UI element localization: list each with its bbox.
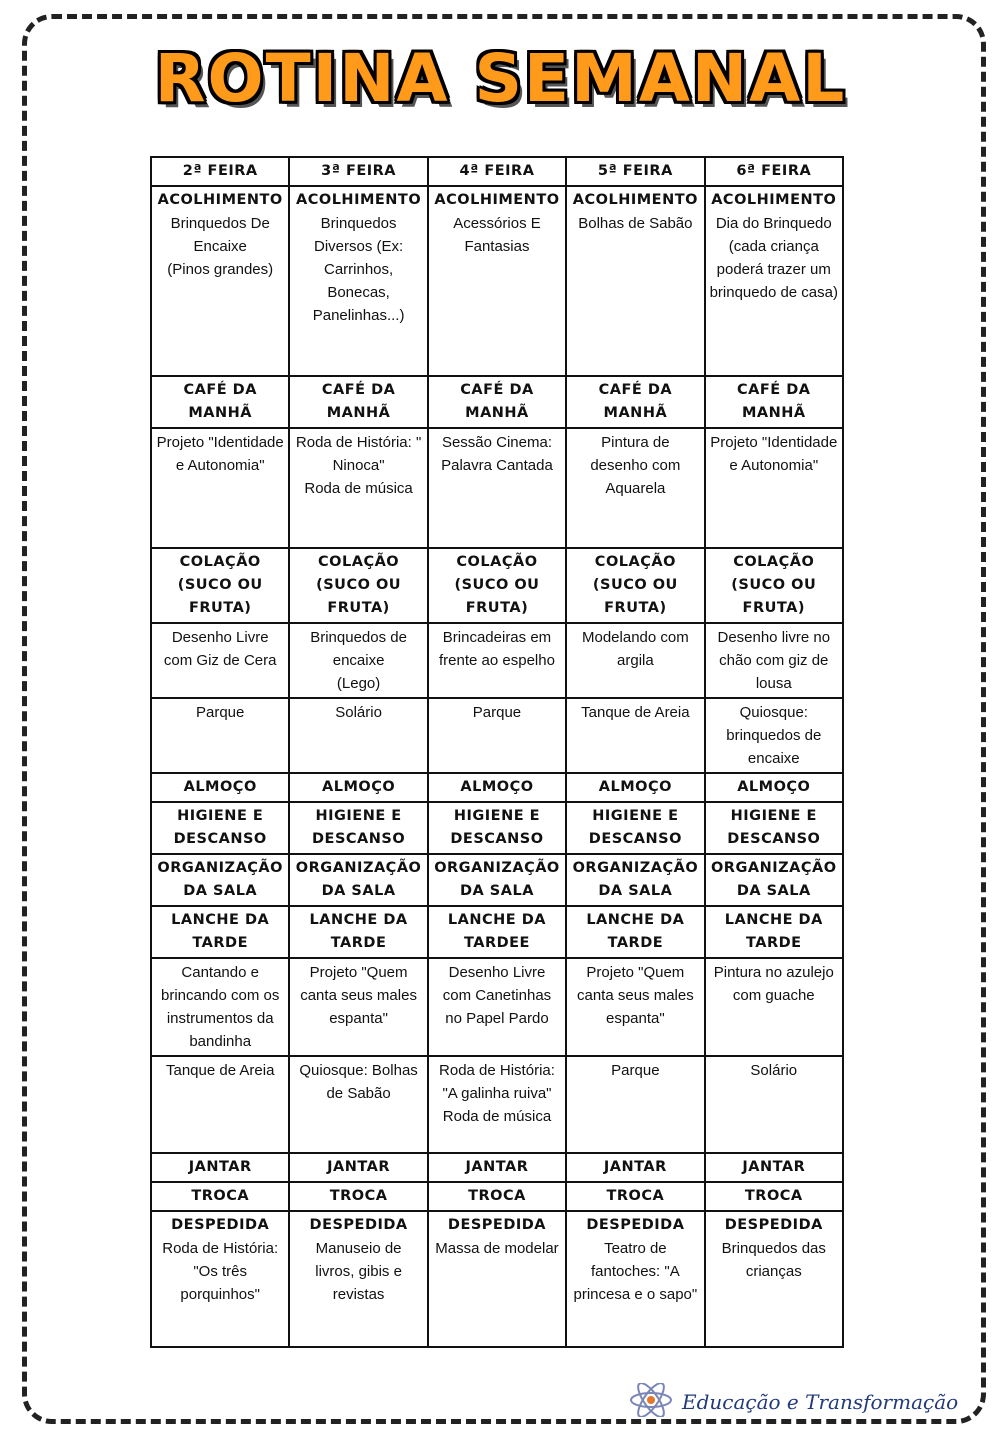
routine-label: DESPEDIDA xyxy=(447,1217,547,1233)
schedule-cell xyxy=(428,958,566,1056)
schedule-cell xyxy=(705,1182,843,1211)
activity-text: Projeto "Quem canta seus males espanta" xyxy=(577,964,694,1027)
schedule-cell xyxy=(151,376,289,428)
table-row xyxy=(151,773,843,802)
table-row xyxy=(151,1153,843,1182)
schedule-cell xyxy=(566,958,704,1056)
routine-label: COLAÇÃO (SUCO OU FRUTA) xyxy=(592,554,678,616)
routine-label: JANTAR xyxy=(465,1159,529,1175)
schedule-cell xyxy=(705,1056,843,1153)
schedule-cell xyxy=(566,1153,704,1182)
routine-label: LANCHE DA TARDE xyxy=(309,912,408,951)
schedule-cell xyxy=(566,802,704,854)
table-row xyxy=(151,428,843,548)
schedule-cell xyxy=(151,698,289,773)
schedule-cell xyxy=(289,1211,427,1347)
routine-label: ALMOÇO xyxy=(737,779,811,795)
routine-label: ORGANIZAÇÃO DA SALA xyxy=(295,860,422,899)
activity-text: Teatro de fantoches: "A princesa e o sapo" xyxy=(573,1240,698,1303)
activity-text: Roda de História: "A galinha ruiva" Roda de música xyxy=(439,1062,555,1125)
schedule-cell xyxy=(705,773,843,802)
activity-text: Projeto "Quem canta seus males espanta" xyxy=(300,964,417,1027)
routine-label: JANTAR xyxy=(742,1159,806,1175)
activity-text: Dia do Brinquedo (cada criança poderá trazer um brinquedo de casa) xyxy=(709,215,838,301)
schedule-cell xyxy=(428,1182,566,1211)
activity-text: Roda de História: " Ninoca" Roda de música xyxy=(295,434,422,497)
schedule-cell xyxy=(289,698,427,773)
schedule-cell xyxy=(705,906,843,958)
schedule-cell xyxy=(566,1211,704,1347)
schedule-cell xyxy=(151,186,289,376)
schedule-cell xyxy=(289,1153,427,1182)
schedule-cell xyxy=(428,1153,566,1182)
routine-label: ORGANIZAÇÃO DA SALA xyxy=(710,860,837,899)
schedule-cell xyxy=(705,1211,843,1347)
schedule-cell xyxy=(151,1056,289,1153)
schedule-cell xyxy=(428,1056,566,1153)
schedule-cell xyxy=(566,906,704,958)
schedule-cell xyxy=(705,958,843,1056)
routine-label: TROCA xyxy=(191,1188,250,1204)
table-row xyxy=(151,186,843,376)
schedule-cell xyxy=(289,854,427,906)
schedule-cell xyxy=(428,854,566,906)
schedule-cell xyxy=(428,906,566,958)
activity-text: Solário xyxy=(750,1062,798,1079)
schedule-cell xyxy=(428,802,566,854)
activity-text: Modelando com argila xyxy=(582,629,689,669)
schedule-cell xyxy=(428,428,566,548)
routine-label: HIGIENE E DESCANSO xyxy=(588,808,682,847)
schedule-cell xyxy=(151,854,289,906)
activity-text: Tanque de Areia xyxy=(581,704,690,721)
routine-label: ALMOÇO xyxy=(598,779,672,795)
activity-text: Brincadeiras em frente ao espelho xyxy=(439,629,555,669)
schedule-cell xyxy=(151,1211,289,1347)
schedule-cell xyxy=(289,548,427,623)
routine-label: TROCA xyxy=(329,1188,388,1204)
activity-text: Cantando e brincando com os instrumentos da bandinha xyxy=(160,964,280,1050)
activity-text: Parque xyxy=(611,1062,660,1079)
activity-text: Brinquedos Diversos (Ex: Carrinhos, Bonecas, Panelinhas...) xyxy=(312,215,405,324)
routine-label: ORGANIZAÇÃO DA SALA xyxy=(572,860,699,899)
schedule-cell xyxy=(566,186,704,376)
activity-text: Manuseio de livros, gibis e revistas xyxy=(315,1240,402,1303)
routine-label: HIGIENE E DESCANSO xyxy=(312,808,406,847)
day-header: 3ª FEIRA xyxy=(289,157,427,186)
routine-label: HIGIENE E DESCANSO xyxy=(173,808,267,847)
activity-text: Brinquedos de encaixe (Lego) xyxy=(310,629,407,692)
routine-label: CAFÉ DA MANHÃ xyxy=(183,382,257,421)
page-title: ROTINA SEMANAL xyxy=(154,40,847,117)
routine-label: ACOLHIMENTO xyxy=(434,192,560,208)
day-header: 6ª FEIRA xyxy=(705,157,843,186)
routine-label: ACOLHIMENTO xyxy=(157,192,283,208)
schedule-cell xyxy=(289,623,427,698)
routine-label: ACOLHIMENTO xyxy=(572,192,698,208)
schedule-cell xyxy=(289,773,427,802)
schedule-cell xyxy=(428,186,566,376)
routine-label: ORGANIZAÇÃO DA SALA xyxy=(434,860,560,899)
schedule-cell xyxy=(289,1182,427,1211)
routine-label: COLAÇÃO (SUCO OU FRUTA) xyxy=(731,554,817,616)
routine-body xyxy=(151,186,843,1347)
brand-name: Educação e Transformação xyxy=(682,1390,959,1414)
schedule-cell xyxy=(705,376,843,428)
activity-text: Quiosque: Bolhas de Sabão xyxy=(299,1062,418,1102)
schedule-cell xyxy=(705,623,843,698)
activity-text: Projeto "Identidade e Autonomia" xyxy=(710,434,838,474)
activity-text: Parque xyxy=(196,704,245,721)
routine-label: LANCHE DA TARDE xyxy=(586,912,685,951)
schedule-cell xyxy=(151,802,289,854)
routine-label: TROCA xyxy=(468,1188,526,1204)
schedule-cell xyxy=(428,773,566,802)
routine-label: ORGANIZAÇÃO DA SALA xyxy=(157,860,283,899)
routine-label: DESPEDIDA xyxy=(586,1217,685,1233)
routine-label: TROCA xyxy=(606,1188,665,1204)
schedule-cell xyxy=(566,1056,704,1153)
activity-text: Massa de modelar xyxy=(435,1240,559,1257)
schedule-cell xyxy=(566,773,704,802)
schedule-cell xyxy=(566,548,704,623)
routine-label: DESPEDIDA xyxy=(309,1217,408,1233)
schedule-cell xyxy=(705,428,843,548)
schedule-cell xyxy=(566,623,704,698)
schedule-cell xyxy=(705,186,843,376)
table-row xyxy=(151,1182,843,1211)
routine-label: ACOLHIMENTO xyxy=(296,192,422,208)
activity-text: Roda de História: "Os três porquinhos" xyxy=(162,1240,279,1303)
schedule-cell xyxy=(428,698,566,773)
activity-text: Bolhas de Sabão xyxy=(578,215,693,232)
weekly-routine-table xyxy=(150,156,844,1348)
schedule-cell xyxy=(705,698,843,773)
footer-logo xyxy=(628,1382,958,1422)
routine-label: ALMOÇO xyxy=(460,779,534,795)
schedule-cell xyxy=(566,1182,704,1211)
routine-label: CAFÉ DA MANHÃ xyxy=(321,382,396,421)
activity-text: Projeto "Identidade e Autonomia" xyxy=(156,434,284,474)
day-header: 5ª FEIRA xyxy=(566,157,704,186)
activity-text: Solário xyxy=(335,704,382,721)
activity-text: Quiosque: brinquedos de encaixe xyxy=(726,704,822,767)
activity-text: Pintura no azulejo com guache xyxy=(713,964,834,1004)
schedule-cell xyxy=(151,1153,289,1182)
table-row xyxy=(151,1211,843,1347)
activity-text: Acessórios E Fantasias xyxy=(453,215,541,255)
schedule-cell xyxy=(705,802,843,854)
routine-label: LANCHE DA TARDEE xyxy=(447,912,547,951)
schedule-cell xyxy=(705,854,843,906)
activity-text: Parque xyxy=(472,704,522,721)
routine-label: DESPEDIDA xyxy=(171,1217,270,1233)
schedule-cell xyxy=(566,854,704,906)
activity-text: Desenho livre no chão com giz de lousa xyxy=(717,629,831,692)
routine-label: ALMOÇO xyxy=(183,779,257,795)
table-row xyxy=(151,548,843,623)
routine-label: ACOLHIMENTO xyxy=(711,192,837,208)
routine-label: JANTAR xyxy=(327,1159,391,1175)
routine-label: LANCHE DA TARDE xyxy=(171,912,270,951)
day-header: 2ª FEIRA xyxy=(151,157,289,186)
schedule-cell xyxy=(428,1211,566,1347)
table-row xyxy=(151,958,843,1056)
schedule-cell xyxy=(151,548,289,623)
table-row xyxy=(151,376,843,428)
activity-text: Brinquedos das crianças xyxy=(721,1240,826,1280)
routine-label: HIGIENE E DESCANSO xyxy=(727,808,821,847)
activity-text: Desenho Livre com Canetinhas no Papel Pardo xyxy=(442,964,552,1027)
activity-text: Sessão Cinema: Palavra Cantada xyxy=(441,434,553,474)
routine-label: ALMOÇO xyxy=(321,779,396,795)
routine-label: TROCA xyxy=(744,1188,803,1204)
routine-label: CAFÉ DA MANHÃ xyxy=(737,382,811,421)
schedule-cell xyxy=(428,623,566,698)
table-row xyxy=(151,906,843,958)
schedule-cell xyxy=(566,698,704,773)
routine-label: LANCHE DA TARDE xyxy=(724,912,823,951)
activity-text: Pintura de desenho com Aquarela xyxy=(590,434,681,497)
schedule-cell xyxy=(289,1056,427,1153)
activity-text: Tanque de Areia xyxy=(165,1062,275,1079)
activity-text: Desenho Livre com Giz de Cera xyxy=(163,629,277,669)
schedule-cell xyxy=(428,548,566,623)
atom-logo-icon xyxy=(628,1383,674,1421)
schedule-cell xyxy=(151,428,289,548)
table-row xyxy=(151,1056,843,1153)
routine-label: JANTAR xyxy=(188,1159,252,1175)
schedule-cell xyxy=(566,376,704,428)
activity-text: Brinquedos De Encaixe (Pinos grandes) xyxy=(167,215,274,278)
table-row xyxy=(151,802,843,854)
schedule-cell xyxy=(151,1182,289,1211)
routine-label: CAFÉ DA MANHÃ xyxy=(460,382,534,421)
schedule-cell xyxy=(289,906,427,958)
schedule-cell xyxy=(151,623,289,698)
routine-label: CAFÉ DA MANHÃ xyxy=(598,382,673,421)
routine-label: COLAÇÃO (SUCO OU FRUTA) xyxy=(454,554,540,616)
schedule-cell xyxy=(289,376,427,428)
routine-label: JANTAR xyxy=(603,1159,667,1175)
routine-label: HIGIENE E DESCANSO xyxy=(450,808,544,847)
day-header: 4ª FEIRA xyxy=(428,157,566,186)
schedule-cell xyxy=(289,958,427,1056)
schedule-cell xyxy=(289,428,427,548)
table-row xyxy=(151,698,843,773)
routine-label: COLAÇÃO (SUCO OU FRUTA) xyxy=(316,554,402,616)
schedule-cell xyxy=(289,186,427,376)
schedule-cell xyxy=(151,958,289,1056)
schedule-cell xyxy=(566,428,704,548)
schedule-cell xyxy=(428,376,566,428)
schedule-cell xyxy=(705,1153,843,1182)
schedule-cell xyxy=(289,802,427,854)
schedule-cell xyxy=(705,548,843,623)
schedule-cell xyxy=(151,906,289,958)
schedule-cell xyxy=(151,773,289,802)
routine-label: DESPEDIDA xyxy=(724,1217,823,1233)
day-header-row xyxy=(151,157,843,186)
table-row xyxy=(151,623,843,698)
table-row xyxy=(151,854,843,906)
routine-label: COLAÇÃO (SUCO OU FRUTA) xyxy=(177,554,263,616)
